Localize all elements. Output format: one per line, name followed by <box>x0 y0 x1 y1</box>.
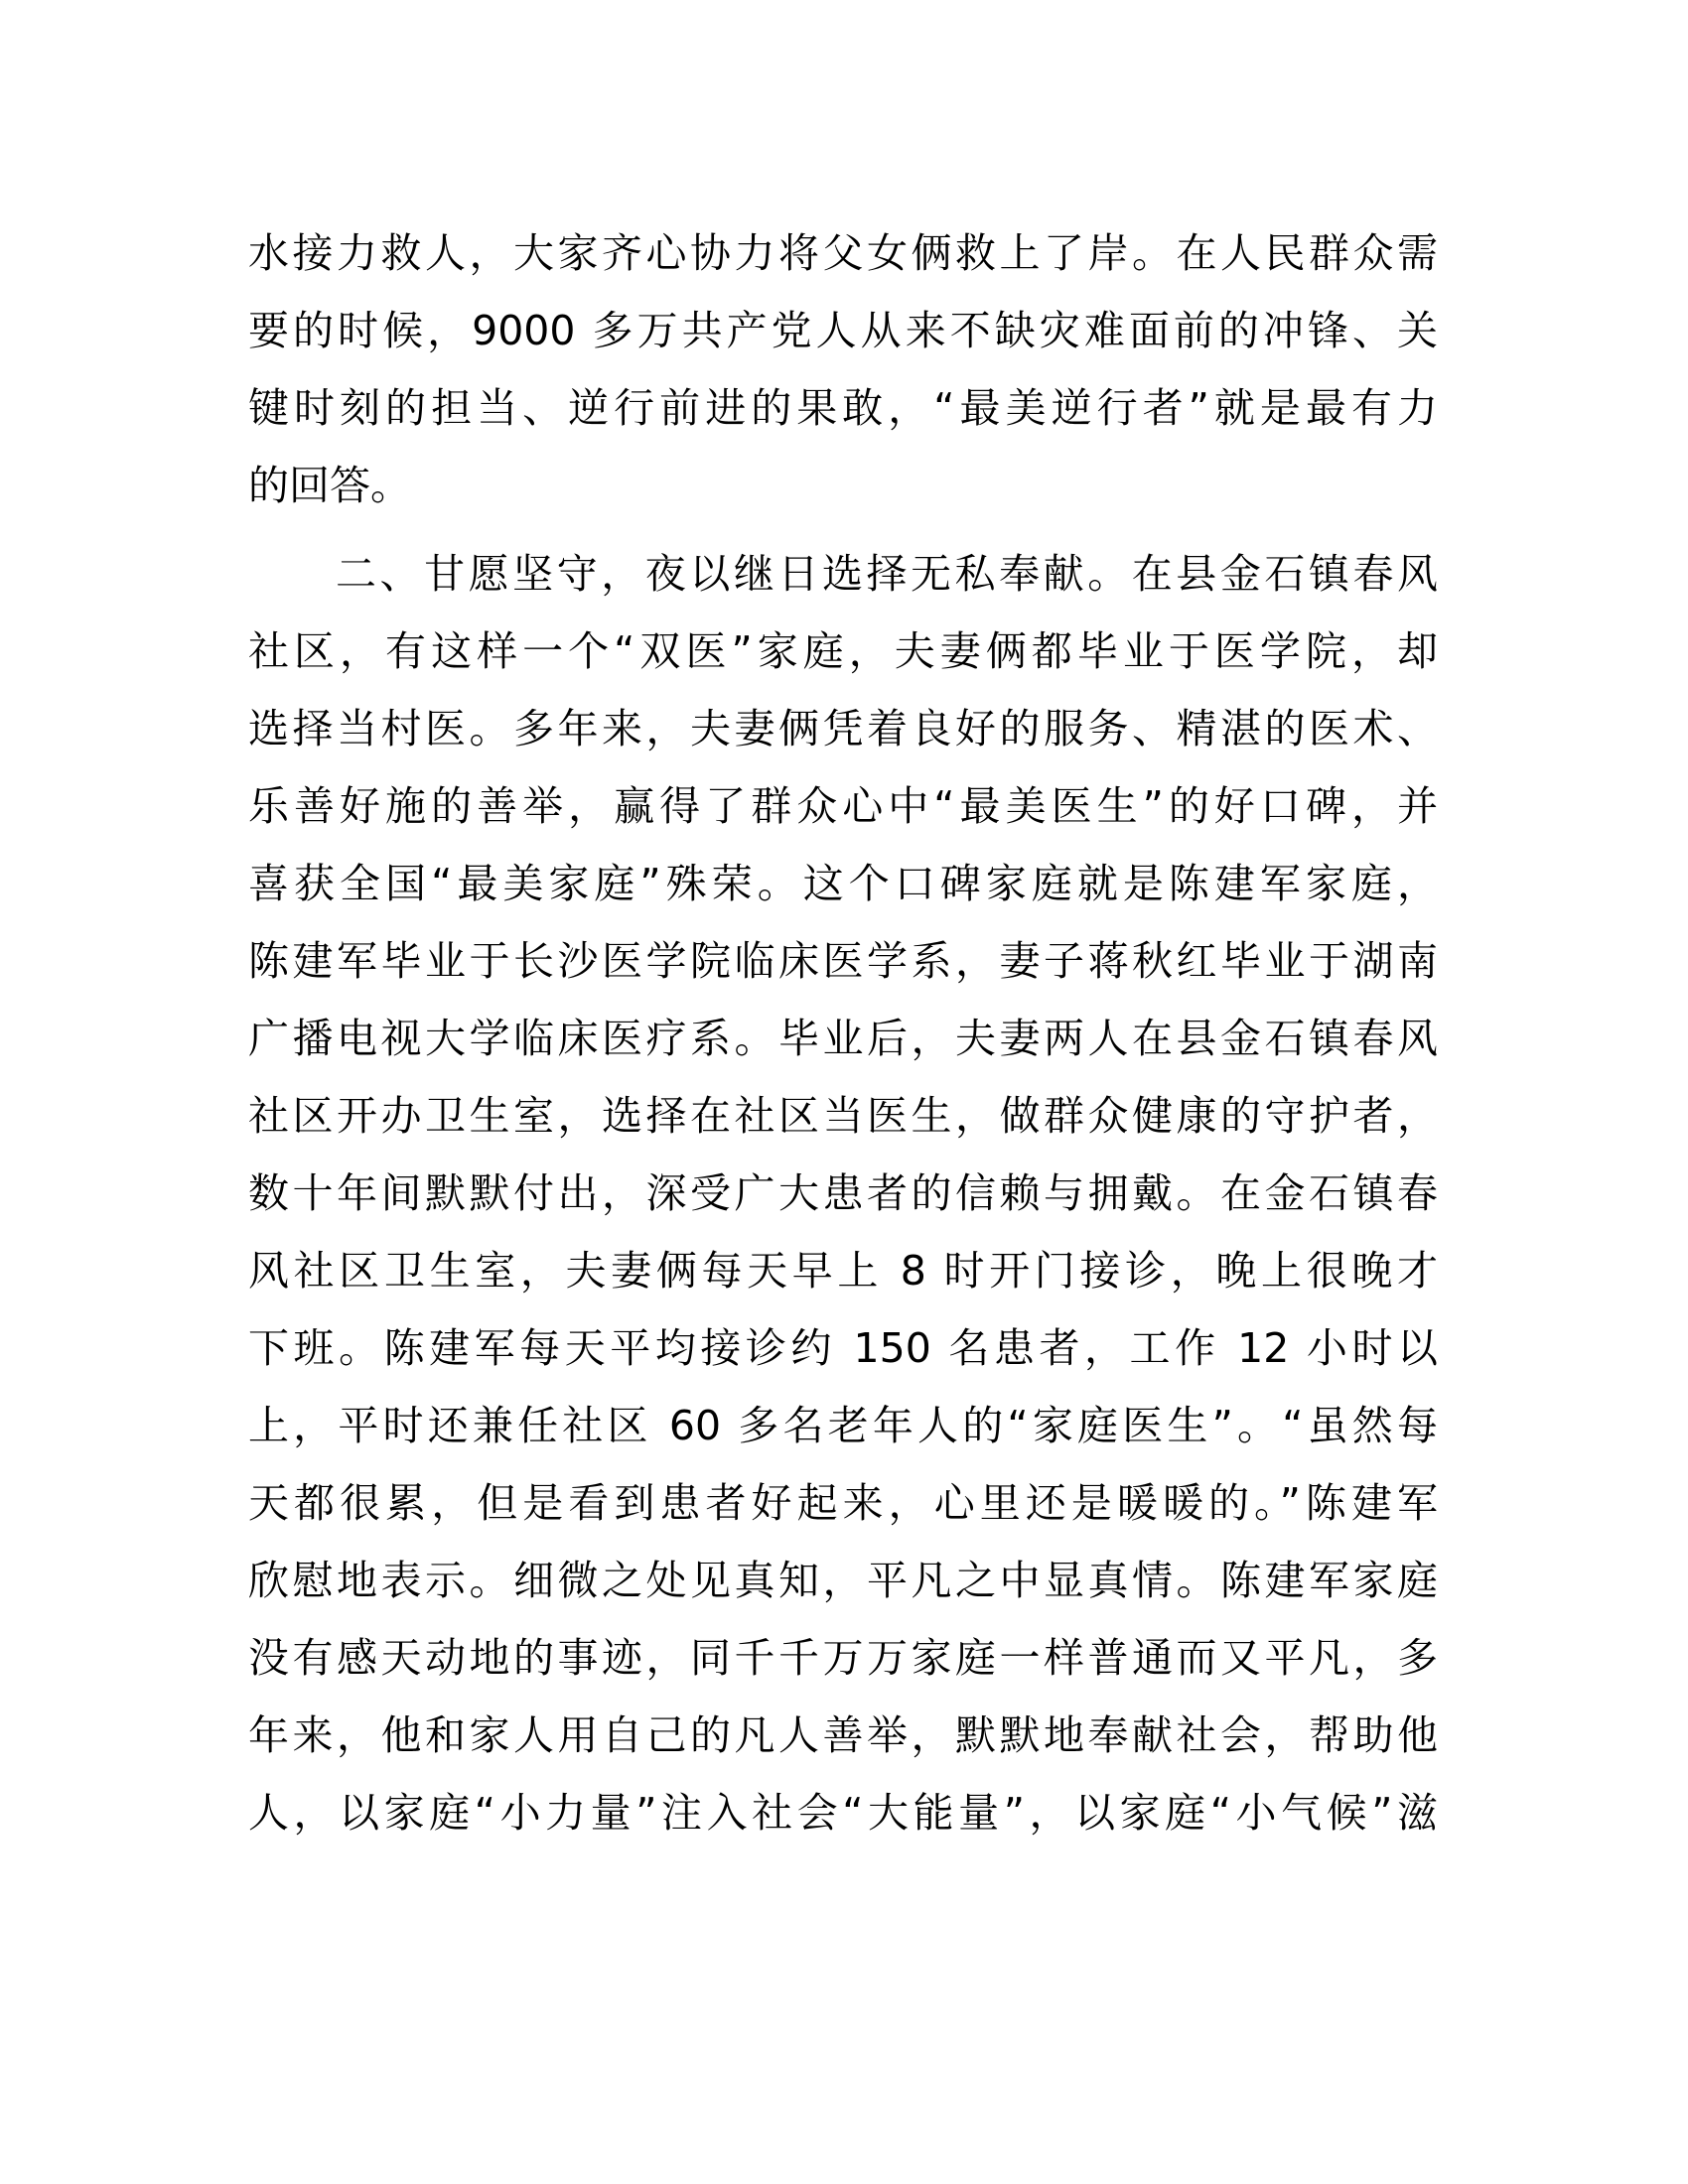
text-line: 选择当村医。多年来，夫妻俩凭着良好的服务、精湛的医术、 <box>248 705 1438 752</box>
text-line: 上，平时还兼任社区 60 多名老年人的“家庭医生”。“虽然每 <box>248 1402 1438 1449</box>
text-line: 风社区卫生室，夫妻俩每天早上 8 时开门接诊，晚上很晚才 <box>248 1247 1438 1295</box>
text-line: 的回答。 <box>248 462 411 509</box>
text-line: 陈建军毕业于长沙医学院临床医学系，妻子蒋秋红毕业于湖南 <box>248 937 1438 985</box>
text-line: 年来，他和家人用自己的凡人善举，默默地奉献社会，帮助他 <box>248 1711 1438 1759</box>
text-line: 数十年间默默付出，深受广大患者的信赖与拥戴。在金石镇春 <box>248 1169 1438 1217</box>
text-line: 社区，有这样一个“双医”家庭，夫妻俩都毕业于医学院，却 <box>248 627 1438 675</box>
text-line: 天都很累，但是看到患者好起来，心里还是暖暖的。”陈建军 <box>248 1479 1438 1527</box>
text-line: 水接力救人，大家齐心协力将父女俩救上了岸。在人民群众需 <box>248 229 1438 277</box>
text-line: 广播电视大学临床医疗系。毕业后，夫妻两人在县金石镇春风 <box>248 1015 1438 1062</box>
text-line: 键时刻的担当、逆行前进的果敢，“最美逆行者”就是最有力 <box>248 384 1438 432</box>
paragraph-1 <box>248 214 1438 524</box>
text-line: 乐善好施的善举，赢得了群众心中“最美医生”的好口碑，并 <box>248 782 1438 830</box>
text-line: 没有感天动地的事迹，同千千万万家庭一样普通而又平凡，多 <box>248 1634 1438 1682</box>
text-line: 二、甘愿坚守，夜以继日选择无私奉献。在县金石镇春风 <box>336 550 1438 598</box>
text-line: 人，以家庭“小力量”注入社会“大能量”，以家庭“小气候”滋 <box>248 1789 1438 1837</box>
text-line: 社区开办卫生室，选择在社区当医生，做群众健康的守护者， <box>248 1092 1438 1140</box>
body-text <box>248 214 1438 1851</box>
text-line: 下班。陈建军每天平均接诊约 150 名患者，工作 12 小时以 <box>248 1324 1438 1372</box>
text-line: 欣慰地表示。细微之处见真知，平凡之中显真情。陈建军家庭 <box>248 1557 1438 1604</box>
text-line: 要的时候，9000 多万共产党人从来不缺灾难面前的冲锋、关 <box>248 307 1438 354</box>
text-line: 喜获全国“最美家庭”殊荣。这个口碑家庭就是陈建军家庭， <box>248 860 1438 907</box>
paragraph-2 <box>248 535 1438 1851</box>
